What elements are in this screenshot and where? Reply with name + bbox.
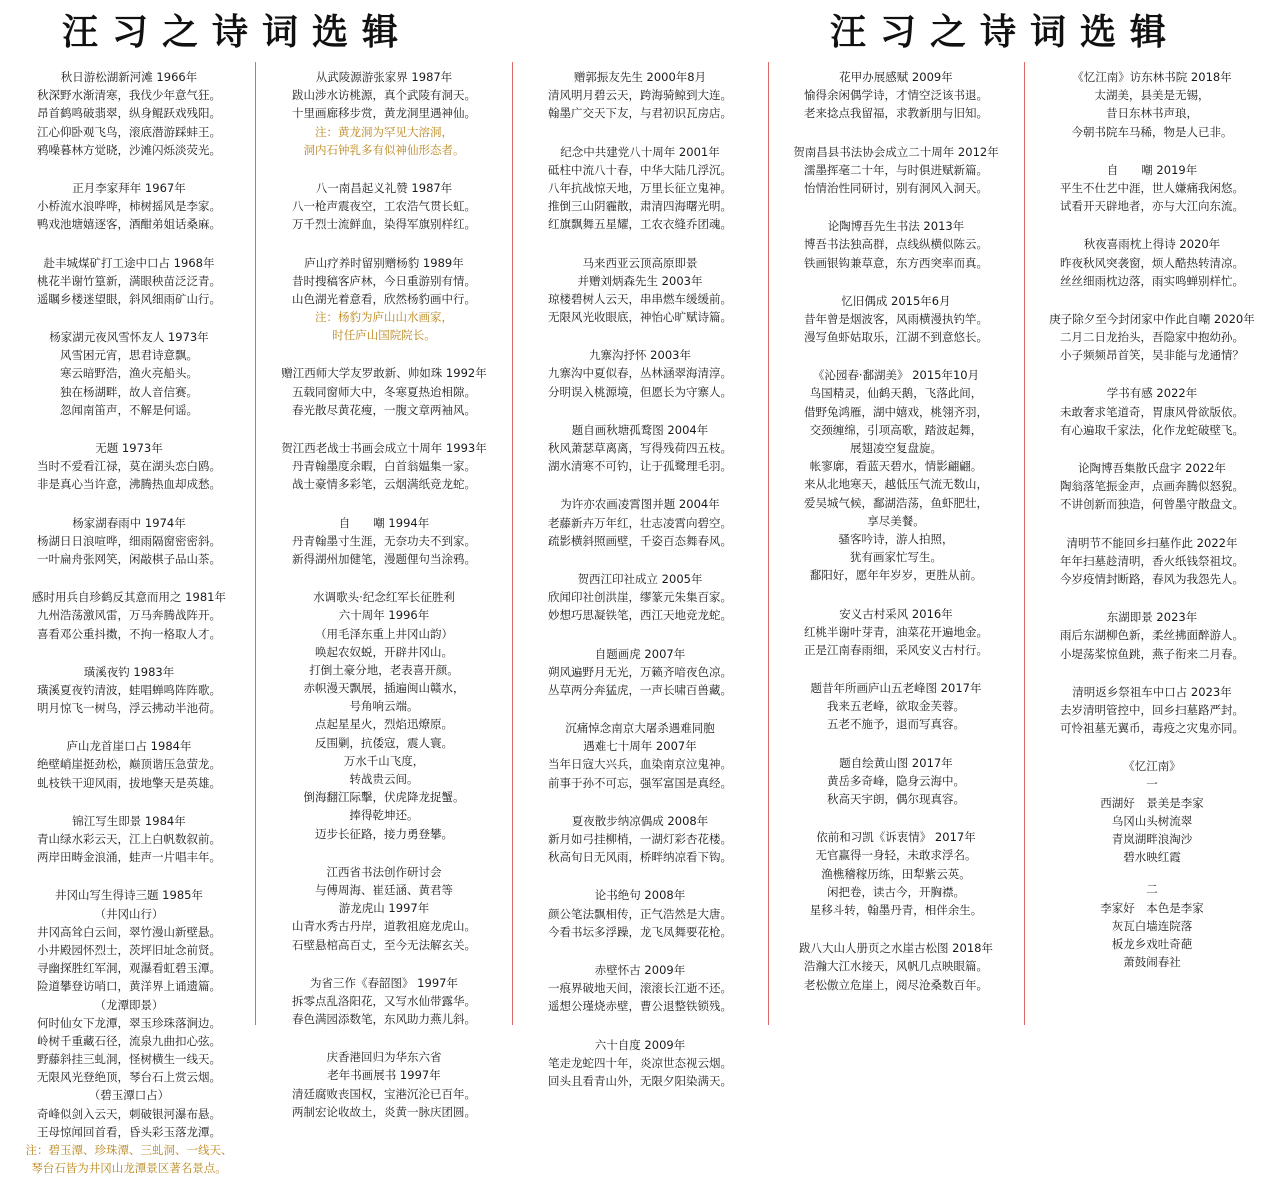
poem-note: 注：碧玉潭、珍珠潭、三虬洞、一线天、: [25, 1143, 233, 1157]
poem-line: 小井殿园怀烈士，茨坪旧址念前贤。: [37, 942, 221, 957]
section-gap: [774, 197, 1018, 211]
poem-column-5: [1030, 62, 1274, 1025]
poem-line: 寻幽探胜红军洞，观瀑看虹碧玉潭。: [37, 961, 221, 976]
section-gap: [262, 1028, 506, 1042]
poem-line: 无官赢得一身轻，未敢求浮名。: [815, 848, 977, 863]
poem-title: 东湖即景 2023年: [1106, 610, 1198, 625]
poem-line: 丹青翰墨寸生涯，无奈功夫不到家。: [292, 533, 476, 548]
poem-line: 展翅凌空复盘旋。: [850, 441, 942, 455]
poem-line: 八年抗战惊天地，万里长征立鬼神。: [548, 180, 732, 195]
poem-line: 新得湖州加健笔，漫题俚句当涂鸦。: [292, 551, 476, 566]
section-gap: [262, 954, 506, 968]
poem-line: 璜溪夏夜钓清波，蛙唱蝉鸣阵阵歌。: [37, 682, 221, 697]
poem-line: 昂首鹤鸣破翡翠，纵身鲲跃戏残阳。: [37, 106, 221, 121]
poem-line: 濡墨挥毫二十年，与时俱进赋新篇。: [804, 162, 988, 177]
poem-line: 桃花半谢竹篁新，满眼秧苗泛泛青。: [37, 273, 221, 288]
poem-line: 不讲创新而独造，何曾墨守散盘文。: [1060, 497, 1244, 512]
poem-subtitle: 二: [1146, 882, 1158, 897]
poem-line: 浩瀚大江水接天，风帆几点映眼篇。: [804, 959, 988, 974]
poem-line: 秋高旬日无风雨，桥畔纳凉看下钩。: [548, 850, 732, 865]
poem-line: 赤帜漫天飘展，插遍闽山赣水，: [303, 681, 465, 696]
section-gap: [1030, 439, 1274, 453]
poem-title: 论陶博吾先生书法 2013年: [827, 219, 965, 234]
poem-line: 青山绿水彩云天，江上白帆数叙前。: [37, 832, 221, 846]
poem-title: 自题画虎 2007年: [594, 646, 686, 661]
section-gap: [262, 159, 506, 173]
section-gap: [518, 401, 762, 415]
poem-line: 青岚湖畔浪淘沙: [1111, 832, 1193, 846]
poem-column-2: [262, 62, 506, 1119]
section-gap: [1030, 866, 1274, 880]
poem-title: 纪念中共建党八十周年 2001年: [560, 144, 720, 159]
poem-line: 捧得乾坤还。: [349, 808, 419, 823]
poem-title: 贺江西老战士书画会成立十周年 1993年: [281, 441, 487, 455]
poem-line: 当年日寇大兴兵，血染南京泣鬼神。: [548, 757, 732, 772]
poem-line: 险道攀登访哨口，黄洋界上诵遗篇。: [37, 979, 221, 994]
poem-line: 迈步长征路，接力勇登攀。: [315, 826, 453, 841]
poem-line: 帐寥廓，看蓝天碧水，情影翩翩。: [809, 459, 983, 474]
poem-line: 试看开天辟地者，亦与大江向东流。: [1060, 199, 1244, 214]
poem-title: 花甲办展感赋 2009年: [839, 70, 953, 84]
poem-line: 无限风光登绝顶，琴台石上赏云烟。: [37, 1070, 221, 1085]
poem-line: 漫写鱼虾姑取乐，江湖不到意悠长。: [804, 330, 988, 345]
poem-line: 五载同窗师大中，冬寒夏热迨相隙。: [292, 384, 476, 399]
poem-line: 西湖好 景美是李家: [1100, 795, 1204, 810]
section-gap: [10, 568, 248, 582]
poem-title: 马来西亚云顶高原即景: [582, 255, 698, 270]
poem-title: 从武陵源游张家界 1987年: [315, 70, 453, 84]
poem-line: 岭树千重藏石径，流泉九曲扣心弦。: [37, 1033, 221, 1048]
poem-title: 水调歌头·纪念红军长征胜利: [313, 590, 455, 605]
poem-line: 愉得余闲偶学诗，才情空泛该书退。: [804, 88, 988, 103]
poem-line: 回头且看青山外，无限夕阳染满天。: [548, 1073, 732, 1088]
poem-title: 赠郭振友先生 2000年8月: [573, 70, 707, 84]
section-gap: [1030, 290, 1274, 304]
poem-line: 当时不爱看江禄，莫在湖头恋白鸥。: [37, 459, 221, 474]
section-gap: [774, 919, 1018, 933]
poem-line: 昨夜秋风突袭窗，烦人酷热转清凉。: [1060, 255, 1244, 270]
poem-line: 李家好 本色是李家: [1100, 900, 1204, 915]
poem-title: 《沁园春·鄱湖美》 2015年10月: [812, 368, 980, 383]
poem-line: 平生不仕艺中涯，世人嫌痛我闲悠。: [1060, 180, 1244, 195]
section-gap: [518, 550, 762, 564]
poem-title: 为许亦农画凌霄图并题 2004年: [560, 497, 720, 512]
poem-title: 贺西江印社成立 2005年: [577, 571, 703, 586]
poem-line: 未敢奢求笔道奇，胃康风骨欲版依。: [1060, 404, 1244, 419]
poem-title: 庚子除夕至今封闭家中作此自嘲 2020年: [1049, 311, 1255, 326]
section-gap: [10, 717, 248, 731]
poem-title: 秋夜喜雨枕上得诗 2020年: [1083, 237, 1221, 252]
poem-title: 六十自度 2009年: [594, 1037, 686, 1052]
poem-title: 感时用兵自珍鹤反其意而用之 1981年: [32, 590, 226, 605]
poem-line: 丛草两分奔猛虎，一声长啸百兽藏。: [548, 682, 732, 697]
section-gap: [10, 308, 248, 322]
section-gap: [774, 808, 1018, 822]
poem-title: 贺南昌县书法协会成立二十周年 2012年: [793, 144, 999, 159]
column-divider: [1024, 62, 1025, 1025]
poem-line: 王母惊闻回首看，昏头彩玉落龙潭。: [37, 1124, 221, 1139]
poem-line: 一叶扁舟张网笑，闲敲棋子品山茶。: [37, 551, 221, 566]
poem-line: 朔风遍野月无光，万籁齐喑夜色凉。: [548, 664, 732, 679]
poem-line: 无限风光收眼底，神怡心旷赋诗篇。: [548, 310, 732, 325]
section-gap: [262, 344, 506, 358]
section-gap: [518, 866, 762, 880]
poem-title: 井冈山写生得诗三题 1985年: [55, 888, 203, 903]
section-gap: [774, 123, 1018, 137]
section-gap: [10, 159, 248, 173]
poem-title: 正月李家拜年 1967年: [72, 180, 186, 195]
poem-line: 昔日东林书声琅，: [1106, 106, 1198, 121]
poem-line: 奇峰似剑入云天，刺破银河瀑布悬。: [37, 1106, 221, 1121]
poem-title: 忆旧偶成 2015年6月: [841, 293, 951, 308]
poem-title: 《忆江南》访东林书院 2018年: [1072, 70, 1232, 84]
poem-line: 忽闻南笛声，不解是何谣。: [60, 402, 198, 417]
poem-line: 欣闻印社创洪崖，缪篆元朱集百家。: [548, 590, 732, 605]
poem-line: 爱吴城气候，鄱湖浩荡，鱼虾肥壮，: [804, 495, 988, 510]
poem-line: 非是真心当许意，沸腾热血却成愁。: [37, 477, 221, 492]
poem-line: 打倒土豪分地，老表喜开颜。: [309, 662, 459, 677]
poem-subtitle: 遇难七十周年 2007年: [583, 739, 697, 754]
poem-line: 小桥流水浪哗哗，柿树摇风是李家。: [37, 199, 221, 214]
poem-column-1: [10, 62, 248, 1176]
poem-line: 骚客吟诗，游人拍照，: [838, 531, 954, 546]
poem-line: 我来五老峰，欲取金芙蓉。: [827, 699, 965, 714]
poem-line: 山色湖光着意看，欣然杨豹画中行。: [292, 291, 476, 306]
poem-line: 板龙乡戏吐奇葩: [1111, 936, 1193, 951]
poem-line: 分明误入桃源境，但愿长为守寨人。: [548, 384, 732, 399]
poem-line: 九州浩荡激风雷，万马奔腾战阵开。: [37, 608, 221, 623]
section-gap: [1030, 737, 1274, 751]
poem-title: 依前和习凯《诉衷情》 2017年: [816, 830, 976, 845]
section-gap: [774, 659, 1018, 673]
poem-title: 论书绝句 2008年: [594, 888, 686, 903]
poem-line: 战士豪情多彩笔，云烟满纸竞龙蛇。: [292, 477, 476, 492]
poem-line: 乌冈山头树流翠: [1111, 813, 1193, 828]
section-gap: [10, 419, 248, 433]
poem-title: 沉痛悼念南京大屠杀遇难同胞: [565, 721, 715, 736]
poem-line: 妙想巧思凝铁笔，西江天地竞龙蛇。: [548, 608, 732, 623]
section-gap: [518, 699, 762, 713]
poem-line: 与傅周海、崔廷涵、黄君等: [315, 882, 453, 897]
poem-subtitle: 六十周年 1996年: [338, 608, 430, 623]
poem-line: 何时仙女下龙潭，翠玉珍珠落涧边。: [37, 1015, 221, 1030]
poem-line: 丹青翰墨度余暇，白首翁媪集一家。: [292, 459, 476, 474]
section-gap: [518, 792, 762, 806]
section-gap: [774, 734, 1018, 748]
poem-title: 无题 1973年: [95, 441, 163, 455]
section-gap: [10, 234, 248, 248]
poem-note: 注：黄龙洞为罕见大溶洞，: [315, 124, 453, 139]
poem-title: 庐山疗养时留别赠杨豹 1989年: [304, 255, 464, 270]
section-gap: [10, 866, 248, 880]
poem-line: 喜看邓公重抖擞，不拘一格取人才。: [37, 626, 221, 641]
poem-line: 山青水秀古丹岸，道教祖庭龙虎山。: [292, 919, 476, 934]
poem-title: 跋八大山人册页之水崖古松图 2018年: [799, 941, 993, 956]
poem-line: 太湖美，县美是无锡，: [1094, 88, 1210, 103]
section-gap: [518, 475, 762, 489]
poem-title: 赤壁怀古 2009年: [594, 962, 686, 977]
section-gap: [518, 1016, 762, 1030]
poem-line: 怡情治性同研讨，别有洞风入洞天。: [804, 180, 988, 195]
poem-title: 赠江西师大学友罗敢新、帅如珠 1992年: [281, 366, 487, 381]
section-gap: [262, 234, 506, 248]
poem-line: 清风明月碧云天，跨海骑鲸到大连。: [548, 88, 732, 103]
poem-note: 注：杨豹为庐山山水画家，: [315, 310, 453, 325]
poem-title: 锦江写生即景 1984年: [72, 813, 186, 828]
poem-line: 秋深野水渐清寒，我伐少年意气狂。: [37, 88, 221, 103]
section-gap: [10, 494, 248, 508]
poem-subtitle: 一: [1146, 777, 1158, 792]
poem-line: 万水千山飞度，: [343, 753, 425, 768]
poem-line: 今朝书院车马稀，物是人已非。: [1071, 124, 1233, 139]
poem-line: 小堤荡桨惊鱼跳，燕子衔来二月春。: [1060, 646, 1244, 661]
poem-line: 寒云暗野浩，渔火亮船头。: [60, 366, 198, 381]
page-title-left: 汪习之诗词选辑: [62, 11, 413, 53]
poem-line: 转战贵云间。: [349, 772, 419, 786]
poem-note: 时任庐山国院院长。: [332, 328, 436, 343]
poem-line: 拆零点乱洛阳花，又写水仙带露华。: [292, 993, 476, 1008]
section-gap: [774, 272, 1018, 286]
poem-subtitle: 并赠刘炳森先生 2003年: [577, 273, 703, 288]
poem-line: 新月如弓挂柳梢，一湖灯彩杏花楼。: [548, 832, 732, 846]
poem-line: 春色满园添数笔，东风助力燕儿斜。: [292, 1012, 476, 1027]
poem-title: 题自绘黄山图 2017年: [839, 755, 953, 770]
poem-line: 碧水映红霞: [1123, 850, 1181, 865]
poem-line: 江心仰卧观飞鸟，滚底潜游踩蚌王。: [37, 124, 221, 139]
poem-line: 井冈高耸白云间，翠竹漫山新壁悬。: [37, 924, 221, 939]
poem-line: 九寨沟中夏似春，丛林涵翠海清淳。: [548, 366, 732, 381]
poem-title: 江西省书法创作研讨会: [326, 864, 442, 879]
poem-line: 两制宏论收故土，炎黄一脉庆团圆。: [292, 1104, 476, 1119]
poem-column-4: [774, 62, 1018, 1025]
poem-subtitle: 老年书画展书 1997年: [327, 1068, 441, 1083]
poem-note: 琴台石皆为井冈山龙潭景区著名景点。: [31, 1161, 227, 1176]
poem-line: 野藤斜挂三虬洞，怪树横生一线天。: [37, 1052, 221, 1067]
poem-line: 风雪困元宵，思君诗意飘。: [60, 348, 198, 363]
section-gap: [10, 643, 248, 657]
poem-line: 渔樵稽稼历练，田犁紫云英。: [821, 866, 971, 881]
poem-line: 交颈缠绵，引项高歌，踏波起舞，: [809, 422, 983, 437]
poem-line: 清廷腐败丧国权，宝港沉沦已百年。: [292, 1086, 476, 1101]
poem-column-3: [518, 62, 762, 1088]
poem-line: 颜公笔法飘相传，正气浩然是大唐。: [548, 906, 732, 921]
poem-line: 黄岳多奇峰，隐身云海中。: [827, 773, 965, 788]
poem-line: 二月二日龙抬头，吾隐家中抱幼孙。: [1060, 330, 1244, 345]
poem-line: 一痕界破地天间，滚滚长江逝不还。: [548, 981, 732, 996]
poem-title: 自 嘲 2019年: [1106, 162, 1198, 177]
section-gap: [774, 346, 1018, 360]
poem-title: 题昔年所画庐山五老峰图 2017年: [810, 681, 982, 696]
poem-line: 秋高天宇朗，偶尔现真容。: [827, 792, 965, 806]
page-title-right: 汪习之诗词选辑: [830, 11, 1181, 53]
poem-subtitle: （龙潭即景）: [94, 997, 164, 1012]
column-divider: [768, 62, 769, 1025]
poem-line: 跋山涉水访桃源，真个武陵有洞天。: [292, 88, 476, 103]
poem-title: 秋日游松湖新河滩 1966年: [60, 70, 198, 84]
poem-line: 雨后东湖柳色新，柔丝拂面醉游人。: [1060, 628, 1244, 643]
poem-line: 萧鼓闹春社: [1123, 955, 1181, 970]
section-gap: [1030, 588, 1274, 602]
poem-title: 九寨沟抒怀 2003年: [589, 348, 691, 363]
poem-title: 清明返乡祭祖车中口占 2023年: [1072, 684, 1232, 699]
poem-line: 疏影横斜照画壁，千姿百态舞春风。: [548, 533, 732, 548]
poem-line: 来从北地寒天，越低压气流无数山，: [804, 477, 988, 492]
column-divider: [255, 62, 256, 1025]
poem-title: 夏夜散步纳凉偶成 2008年: [571, 813, 709, 828]
poem-line: 鄱阳好，愿年年岁岁，更胜从前。: [809, 568, 983, 583]
section-gap: [262, 568, 506, 582]
section-gap: [518, 123, 762, 137]
poem-line: 铁画银钩兼草意，东方西突率而真。: [804, 255, 988, 270]
poem-title: 八一南昌起义礼赞 1987年: [315, 180, 453, 195]
poem-line: 笔走龙蛇四十年，炎凉世态视云烟。: [548, 1055, 732, 1070]
poem-title: 题自画秋塘孤鹜图 2004年: [571, 422, 709, 437]
poem-line: 倒海翻江际擊，伏虎降龙捉蟹。: [303, 790, 465, 805]
poem-line: 星移斗转，翰墨丹青，相伴余生。: [809, 902, 983, 917]
column-divider: [512, 62, 513, 1025]
poem-line: 翰墨广交天下友，与君初识瓦房店。: [548, 106, 732, 121]
poem-line: 犹有画家忙写生。: [850, 550, 942, 565]
poem-line: 唤起农奴蜕，开辟井冈山。: [315, 644, 453, 659]
poem-title: 赴丰城煤矿打工途中口占 1968年: [43, 255, 215, 270]
poem-line: 老藤新卉万年红，壮志凌霄向碧空。: [548, 515, 732, 530]
poem-line: 正是江南春雨细，采风安义古村行。: [804, 642, 988, 657]
poem-line: 号角响云端。: [349, 699, 419, 714]
section-gap: [518, 941, 762, 955]
section-gap: [10, 792, 248, 806]
poem-subtitle: （井冈山行）: [94, 906, 164, 921]
poem-subtitle: （碧玉潭口占）: [88, 1088, 170, 1103]
poem-line: 有心遍取千家法，化作龙蛇破壁飞。: [1060, 422, 1244, 437]
poem-line: 昔时搜稿客庐林，今日重游别有情。: [292, 273, 476, 288]
poem-line: 绝壁峭崖挺劲松，巅顶谐压急萤龙。: [37, 757, 221, 772]
poem-line: 享尽美餐。: [867, 513, 925, 528]
poem-line: 红桃半谢叶芽青，油菜花开遍地金。: [804, 624, 988, 639]
poem-line: 虬枝铁干迎风雨，拔地擎天是英雄。: [37, 775, 221, 790]
poem-title: 璜溪夜钓 1983年: [83, 664, 175, 679]
poem-line: 昔年曾是烟波客，风雨横漫执钓竿。: [804, 311, 988, 326]
poem-subtitle: （用毛泽东重上井冈山韵）: [315, 626, 453, 641]
poem-line: 鸦噪暮林方觉晓，沙滩闪烁淡荧光。: [37, 142, 221, 157]
poem-line: 丝丝细雨枕边落，雨实鸣蝉别样忙。: [1060, 273, 1244, 288]
section-gap: [518, 326, 762, 340]
section-gap: [1030, 514, 1274, 528]
poem-line: 遥想公瑾烧赤壁，曹公退整铁锁残。: [548, 999, 732, 1014]
poem-title: 为省三作《春韶图》 1997年: [310, 975, 458, 990]
section-gap: [262, 494, 506, 508]
poem-line: 反围剿，抗倭寇，震人寰。: [315, 735, 453, 750]
poem-line: 前事于孙不可忘，强军富国是真经。: [548, 775, 732, 790]
section-gap: [262, 419, 506, 433]
poem-line: 独在杨湖畔，故人音信赛。: [60, 384, 198, 399]
poem-line: 砥柱中流八十春，中华大陆几浮沉。: [548, 162, 732, 177]
poem-title: 《忆江南》: [1123, 759, 1181, 774]
poem-title: 庆香港回归为华东六省: [326, 1050, 442, 1065]
poem-line: 小子频频昂首笑，吴非能与龙通情？: [1060, 348, 1244, 363]
poem-line: 借野兔鸿雁，湖中嬉戏，桃翎齐羽，: [804, 404, 988, 419]
poem-line: 春光散尽黄花瘦，一腹文章两袖风。: [292, 402, 476, 417]
poem-line: 五老不施予，退而写真容。: [827, 717, 965, 732]
section-gap: [1030, 663, 1274, 677]
poem-line: 十里画廊移步赏，黄龙洞里遇神仙。: [292, 106, 476, 121]
poem-title: 杨家湖元夜风雪怀友人 1973年: [49, 330, 209, 345]
section-gap: [1030, 364, 1274, 378]
poem-title: 清明节不能回乡扫墓作此 2022年: [1066, 535, 1238, 550]
poem-line: 陶翁落笔振金声，点画奔腾似怒猊。: [1060, 479, 1244, 494]
poem-title: 学书有感 2022年: [1106, 386, 1198, 401]
poem-note: 洞内石钟乳多有似神仙形态者。: [303, 142, 465, 157]
section-gap: [1030, 215, 1274, 229]
poem-line: 点起星星火，烈焰迅燎原。: [315, 717, 453, 732]
poem-line: 博吾书法独高群，点线纵横似陈云。: [804, 237, 988, 252]
poem-line: 灰瓦白墙连院落: [1111, 918, 1193, 933]
poem-line: 遥瞩乡楼迷望眼，斜风细雨矿山行。: [37, 291, 221, 306]
poem-line: 杨湖日日浪喧哗，细雨隔窗密密斜。: [37, 533, 221, 548]
poem-line: 红旗飘舞五星耀，工农衣缝乔团魂。: [548, 217, 732, 232]
poem-line: 游龙虎山 1997年: [338, 901, 430, 916]
section-gap: [1030, 141, 1274, 155]
poem-line: 推倒三山阴霾散，肃清四海曙光明。: [548, 199, 732, 214]
section-gap: [774, 585, 1018, 599]
poem-line: 八一枪声震夜空，工农浩气贯长虹。: [292, 199, 476, 214]
poem-line: 鸟国精灵，仙鹤天鹅，飞落此间，: [809, 386, 983, 401]
poem-line: 老来捻点我留福，求教新朋与旧知。: [804, 106, 988, 121]
poem-line: 两岸田畴金浪涌，蛙声一片唱丰年。: [37, 850, 221, 865]
section-gap: [518, 234, 762, 248]
section-gap: [262, 843, 506, 857]
section-gap: [518, 625, 762, 639]
poem-line: 明月惊飞一树鸟，浮云拂动半池荷。: [37, 701, 221, 716]
poem-line: 年年扫墓趁清明，香火纸钱祭祖坟。: [1060, 553, 1244, 568]
poem-line: 可怜祖墓无翼币，毒疫之灾鬼亦同。: [1060, 721, 1244, 736]
poem-line: 鸭戏池塘嬉逐客，酒酣弟姐话桑麻。: [37, 217, 221, 232]
poem-line: 去岁清明管控中，回乡扫墓路严封。: [1060, 702, 1244, 717]
poem-line: 万千烈士流鲜血，染得军旗别样红。: [292, 217, 476, 232]
poem-title: 安义古村采风 2016年: [839, 606, 953, 621]
poem-line: 琼楼碧树人云天，串串燃车缓缓前。: [548, 291, 732, 306]
poem-title: 论陶博吾集散氏盘字 2022年: [1078, 461, 1226, 475]
poem-title: 庐山龙首崖口占 1984年: [66, 739, 192, 754]
poem-title: 自 嘲 1994年: [338, 515, 430, 530]
poem-line: 石壁悬棺高百丈，至今无法解玄关。: [292, 937, 476, 952]
poem-line: 今岁疫情封断路，春风为我怨先人。: [1060, 571, 1244, 586]
poem-line: 湖水清寒不可钓，让于孤鹭理毛羽。: [548, 459, 732, 474]
poem-line: 今看书坛多浮躁，龙飞凤舞要花枪。: [548, 924, 732, 939]
poem-line: 老松傲立危崖上，阅尽沧桑数百年。: [804, 977, 988, 992]
poem-line: 闲把卷，读古今，开胸襟。: [827, 884, 965, 899]
poem-title: 杨家湖春雨中 1974年: [72, 515, 186, 530]
poem-line: 秋风萧瑟草离离，写得残荷四五枝。: [548, 441, 732, 455]
